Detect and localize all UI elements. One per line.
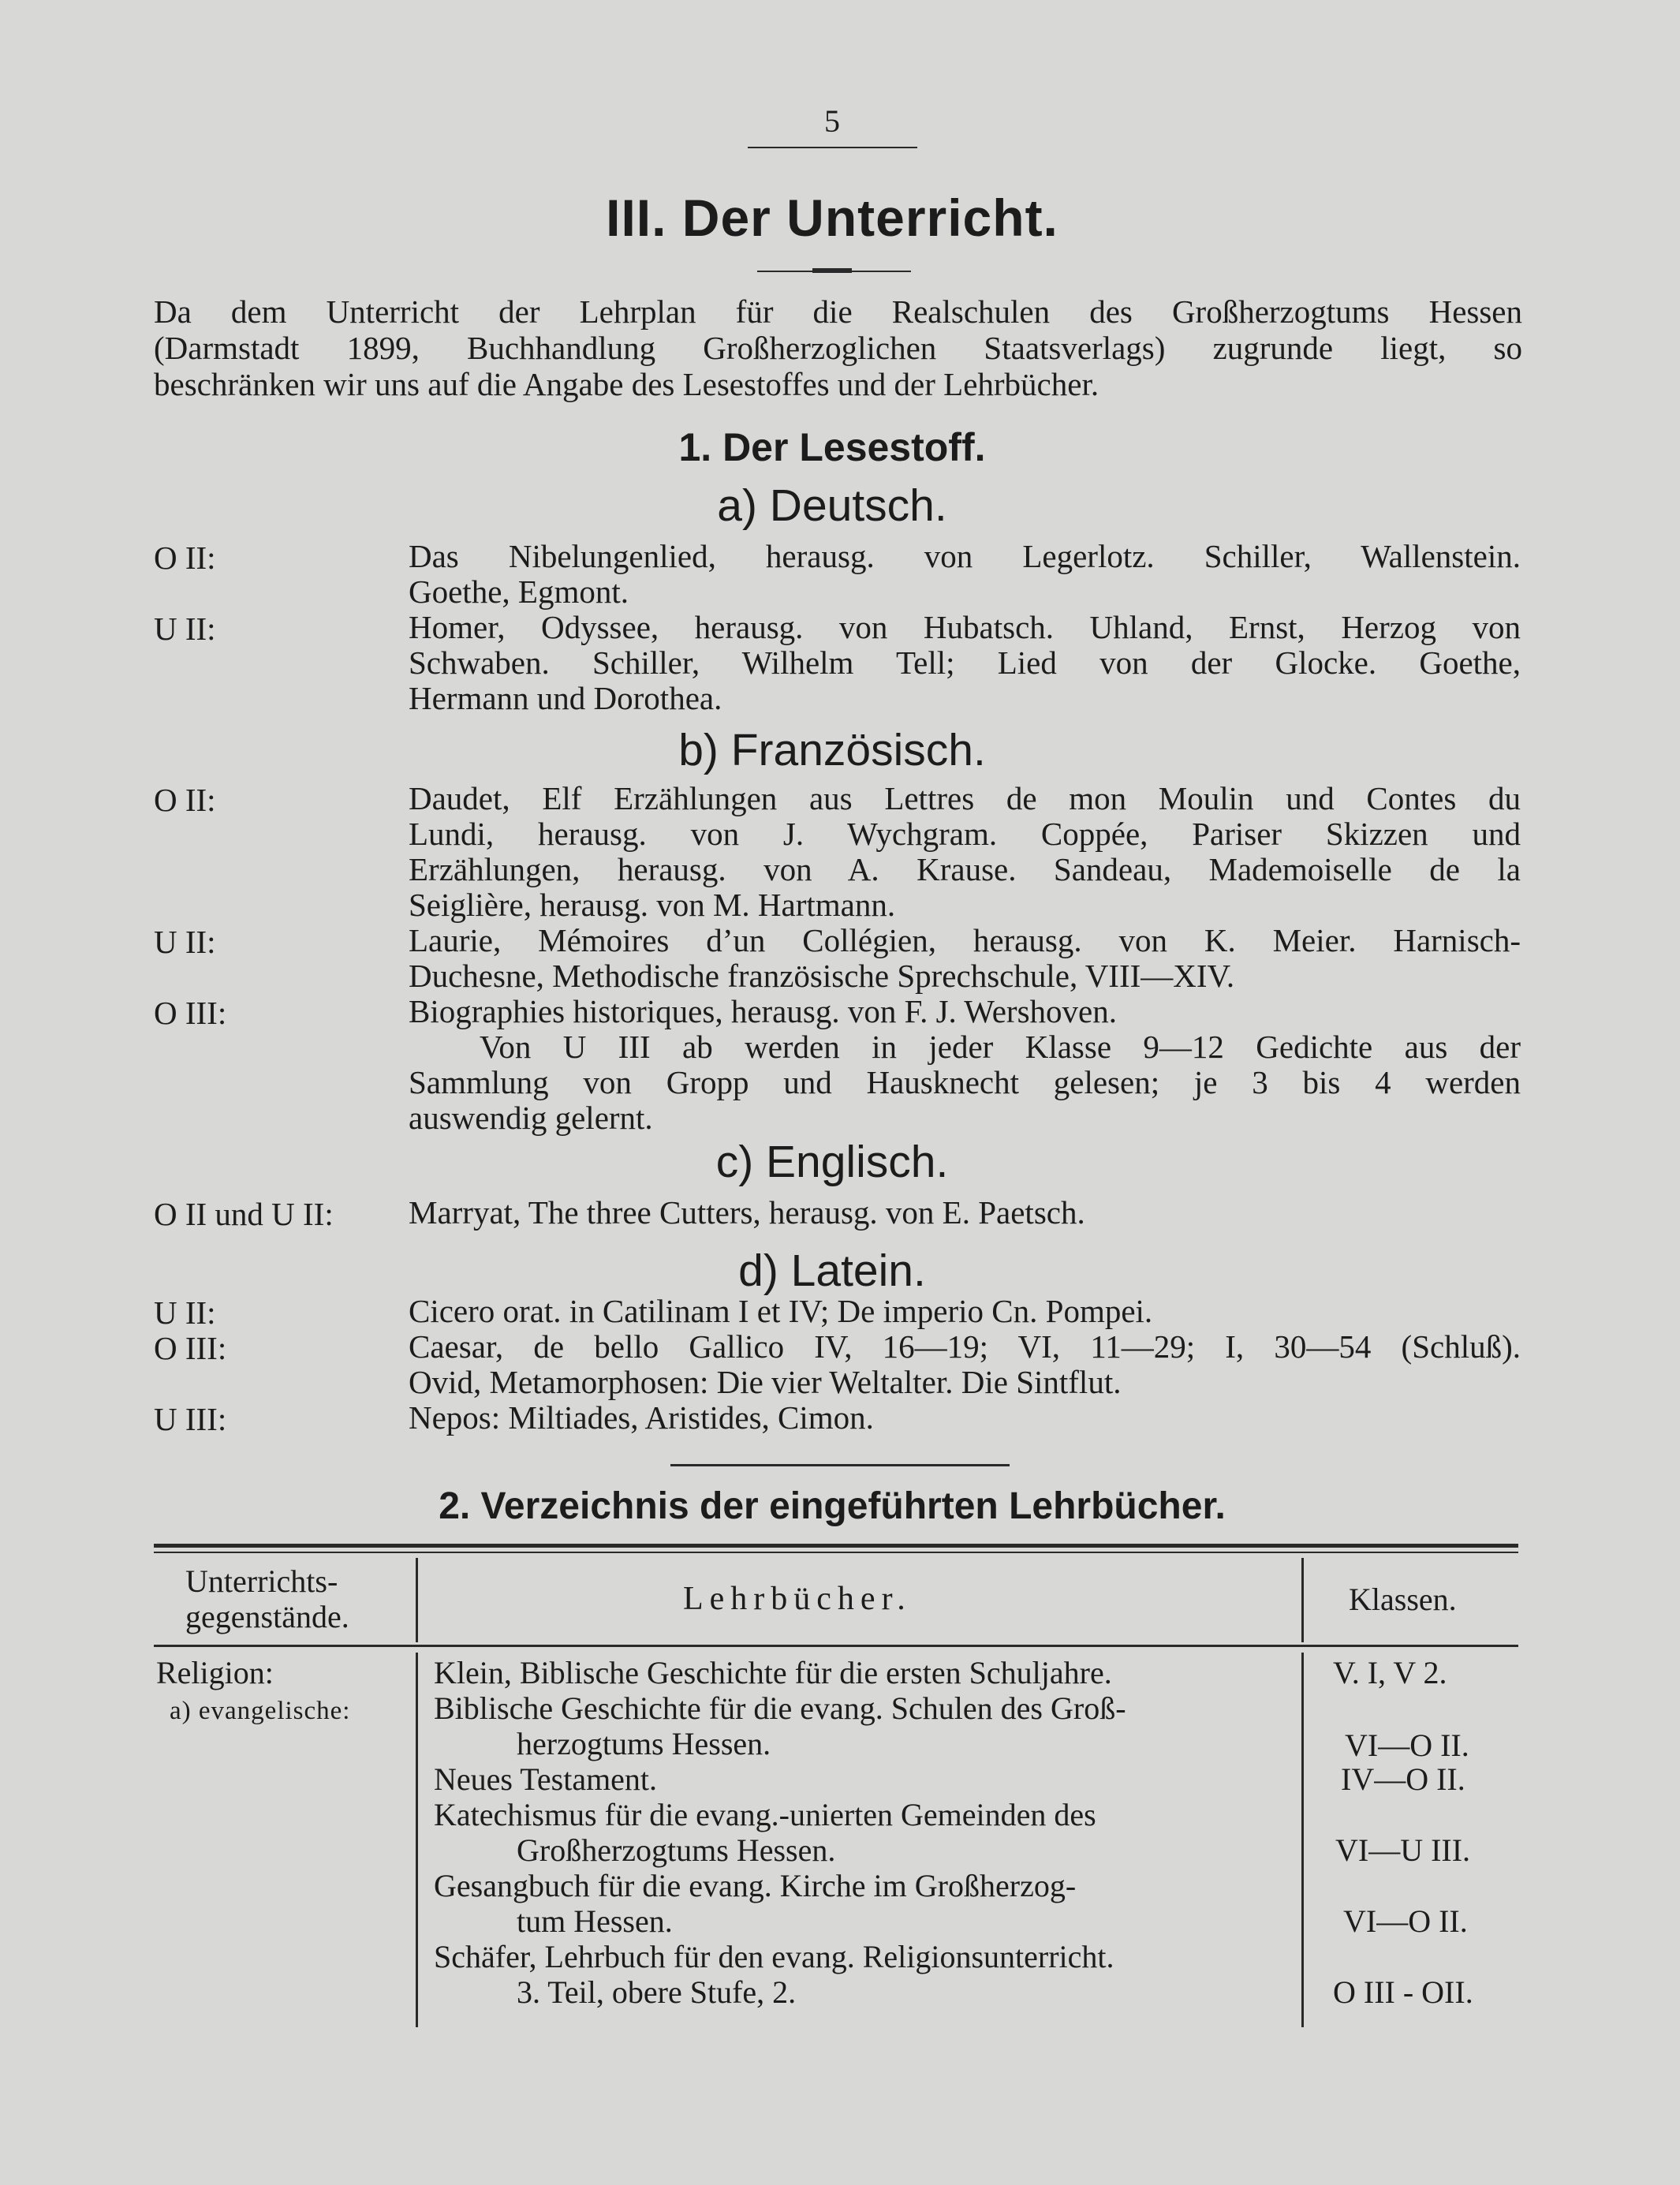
- section-heading-lesestoff: 1. Der Lesestoff.: [678, 425, 986, 469]
- header-classes: Klassen.: [1349, 1582, 1457, 1617]
- entry-line: Hermann und Dorothea.: [409, 680, 722, 716]
- class-label: O II und U II:: [154, 1196, 334, 1232]
- class-cell: V. I, V 2.: [1333, 1655, 1447, 1690]
- table-top-rule: [154, 1544, 1518, 1548]
- reading-entry: [409, 539, 1521, 610]
- class-cell: IV—O II.: [1341, 1761, 1465, 1797]
- book-line: 3. Teil, obere Stufe, 2.: [517, 1974, 797, 2010]
- entry-line: Caesar, de bello Gallico IV, 16—19; VI, 11—29; I, 30—54 (Schluß).: [409, 1328, 1521, 1365]
- intro-line: beschränken wir uns auf die Angabe des Lesestoffes und der Lehrbücher.: [154, 366, 1099, 402]
- subject-cell: Religion:: [156, 1655, 274, 1690]
- note-line: Von U III ab werden in jeder Klasse 9—12 Gedichte aus der: [480, 1029, 1521, 1065]
- intro-line: Da dem Unterricht der Lehrplan für die Realschulen des Großherzogtums Hessen: [154, 293, 1522, 330]
- book-line: Gesangbuch für die evang. Kirche im Großherzog-: [434, 1868, 1077, 1903]
- entry-line: Homer, Odyssee, herausg. von Hubatsch. Uhland, Ernst, Herzog von: [409, 609, 1521, 645]
- entry-line: Lundi, herausg. von J. Wychgram. Coppée, Pariser Skizzen und: [409, 816, 1521, 852]
- header-subject-line: Unterrichts-: [185, 1563, 338, 1599]
- book-line: herzogtums Hessen.: [517, 1726, 771, 1761]
- entry-line: Cicero orat. in Catilinam I et IV; De imperio Cn. Pompei.: [409, 1293, 1153, 1329]
- section-divider: [670, 1464, 1010, 1466]
- intro-line: (Darmstadt 1899, Buchhandlung Großherzoglichen Staatsverlags) zugrunde liegt, so: [154, 330, 1522, 366]
- reading-entry: [409, 610, 1521, 716]
- entry-line: Duchesne, Methodische französische Sprechschule, VIII—XIV.: [409, 958, 1235, 994]
- intro-paragraph: [154, 293, 1522, 402]
- entry-line: Goethe, Egmont.: [409, 573, 629, 610]
- subsection-heading-englisch: c) Englisch.: [715, 1137, 949, 1187]
- note-line: Sammlung von Gropp und Hausknecht gelesen; je 3 bis 4 werden: [409, 1064, 1521, 1100]
- entry-line: Laurie, Mémoires d’un Collégien, herausg. von K. Meier. Harnisch-: [409, 922, 1521, 958]
- reading-entry: [409, 1195, 1521, 1231]
- class-label: O II:: [154, 782, 216, 818]
- table-top-rule-thin: [154, 1552, 1518, 1553]
- entry-line: Schwaben. Schiller, Wilhelm Tell; Lied von der Glocke. Goethe,: [409, 644, 1521, 681]
- class-cell: O III - OII.: [1333, 1974, 1473, 2010]
- class-label: U III:: [154, 1401, 227, 1437]
- subsubject-cell: a) evangelische:: [170, 1697, 351, 1725]
- entry-line: Erzählungen, herausg. von A. Krause. Sandeau, Mademoiselle de la: [409, 851, 1521, 887]
- reading-entry: [409, 1294, 1521, 1329]
- book-line: Schäfer, Lehrbuch für den evang. Religionsunterricht.: [434, 1939, 1114, 1974]
- header-books: Lehrbücher.: [683, 1581, 912, 1617]
- table-column-divider: [1301, 1558, 1304, 1642]
- table-header-rule: [154, 1645, 1518, 1647]
- class-label: O II:: [154, 540, 216, 576]
- class-label: U II:: [154, 924, 216, 960]
- entry-line: Marryat, The three Cutters, herausg. von E. Paetsch.: [409, 1194, 1085, 1231]
- class-cell: VI—U III.: [1335, 1832, 1471, 1868]
- title-ornament-bar: [812, 268, 852, 273]
- table-column-divider: [416, 1653, 418, 2027]
- book-line: Katechismus für die evang.-unierten Gemeinden des: [434, 1797, 1096, 1832]
- page-number-rule: [748, 147, 917, 148]
- header-subject-line: gegenstände.: [185, 1599, 349, 1634]
- entry-line: Daudet, Elf Erzählungen aus Lettres de mon Moulin und Contes du: [409, 780, 1521, 816]
- class-label: O III:: [154, 1330, 227, 1366]
- reading-entry: [409, 1329, 1521, 1400]
- entry-line: Nepos: Miltiades, Aristides, Cimon.: [409, 1399, 874, 1436]
- class-label: U II:: [154, 611, 216, 647]
- book-line: Großherzogtums Hessen.: [517, 1832, 836, 1868]
- book-line: Klein, Biblische Geschichte für die ersten Schuljahre.: [434, 1655, 1112, 1690]
- book-line: tum Hessen.: [517, 1903, 673, 1939]
- chapter-title: III. Der Unterricht.: [606, 189, 1058, 247]
- entry-line: Ovid, Metamorphosen: Die vier Weltalter. Die Sintflut.: [409, 1364, 1122, 1400]
- class-label: U II:: [154, 1294, 216, 1331]
- section-heading-lehrbuecher: 2. Verzeichnis der eingeführten Lehrbücher.: [439, 1485, 1226, 1527]
- reading-entry: [409, 781, 1521, 923]
- page-number: 5: [824, 103, 840, 139]
- note-line: auswendig gelernt.: [409, 1100, 653, 1136]
- table-column-divider: [416, 1558, 418, 1642]
- class-cell: VI—O II.: [1343, 1903, 1468, 1939]
- subsection-heading-latein: d) Latein.: [738, 1246, 926, 1296]
- subsection-heading-franzoesisch: b) Französisch.: [678, 725, 986, 775]
- reading-note: [409, 1029, 1521, 1136]
- entry-line: Seiglière, herausg. von M. Hartmann.: [409, 887, 896, 923]
- book-line: Neues Testament.: [434, 1761, 658, 1797]
- book-line: Biblische Geschichte für die evang. Schulen des Groß-: [434, 1690, 1126, 1726]
- reading-entry: [409, 923, 1521, 994]
- reading-entry: [409, 1400, 1521, 1436]
- class-label: O III:: [154, 995, 227, 1031]
- entry-line: Das Nibelungenlied, herausg. von Legerlotz. Schiller, Wallenstein.: [409, 538, 1521, 574]
- reading-entry: [409, 994, 1521, 1029]
- table-column-divider: [1301, 1653, 1304, 2027]
- class-cell: VI—O II.: [1345, 1727, 1469, 1763]
- entry-line: Biographies historiques, herausg. von F. J. Wershoven.: [409, 993, 1117, 1029]
- subsection-heading-deutsch: a) Deutsch.: [717, 480, 947, 531]
